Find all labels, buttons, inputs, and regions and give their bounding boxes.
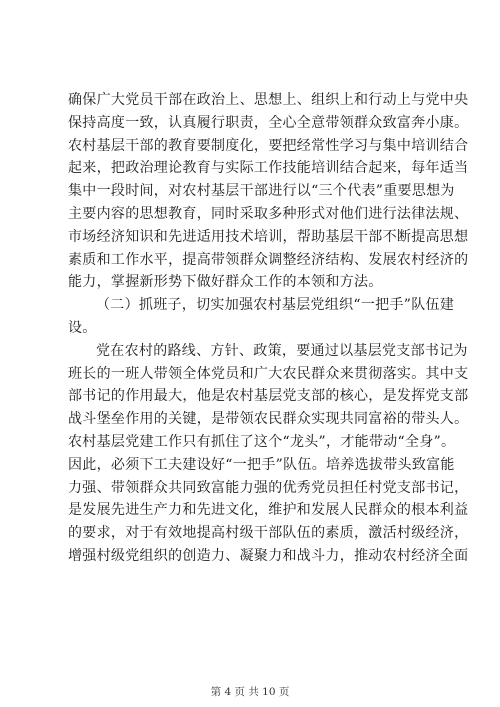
section-heading-line: 设。 (68, 319, 97, 336)
body-line: 党在农村的路线、方针、政策，要通过以基层党支部书记为 (96, 342, 468, 359)
body-line: 力强、带领群众共同致富能力强的优秀党员担任村党支部书记， (68, 479, 469, 496)
body-line: 战斗堡垒作用的关键，是带领农民群众实现共同富裕的带头人。 (68, 411, 469, 428)
body-line: 保持高度一致，认真履行职责，全心全意带领群众致富奔小康。 (68, 114, 469, 131)
document-body (68, 89, 469, 568)
body-line: 农村基层干部的教育要制度化，要把经常性学习与集中培训结合 (68, 137, 469, 154)
body-line: 部书记的作用最大，他是农村基层党支部的核心，是发挥党支部 (68, 388, 469, 405)
section-heading-line: （二）抓班子，切实加强农村基层党组织“一把手”队伍建 (96, 297, 455, 314)
body-line: 主要内容的思想教育，同时采取多种形式对他们进行法律法规、 (68, 205, 469, 222)
body-line: 班长的一班人带领全体党员和广大农民群众来贯彻落实。其中支 (68, 365, 469, 382)
body-line: 农村基层党建工作只有抓住了这个“龙头”，才能带动“全身”。 (68, 433, 456, 450)
body-line: 因此，必须下工夫建设好“一把手”队伍。培养选拔带头致富能 (68, 456, 455, 473)
body-line: 起来，把政治理论教育与实际工作技能培训结合起来，每年适当 (68, 160, 469, 177)
body-line: 集中一段时间，对农村基层干部进行以“三个代表”重要思想为 (68, 183, 455, 200)
body-line: 能力，掌握新形势下做好群众工作的本领和方法。 (68, 274, 383, 291)
body-line: 确保广大党员干部在政治上、思想上、组织上和行动上与党中央 (68, 92, 469, 108)
page-footer: 第 4 页 共 10 页 (210, 686, 290, 698)
body-line: 素质和工作水平，提高带领群众调整经济结构、发展农村经济的 (68, 251, 469, 268)
body-line: 市场经济知识和先进适用技术培训，帮助基层干部不断提高思想 (68, 228, 469, 245)
body-line: 增强村级党组织的创造力、凝聚力和战斗力，推动农村经济全面 (68, 547, 469, 564)
body-line: 是发展先进生产力和先进文化，维护和发展人民群众的根本利益 (68, 502, 469, 519)
body-line: 的要求，对于有效地提高村级干部队伍的素质，激活村级经济， (68, 525, 469, 542)
